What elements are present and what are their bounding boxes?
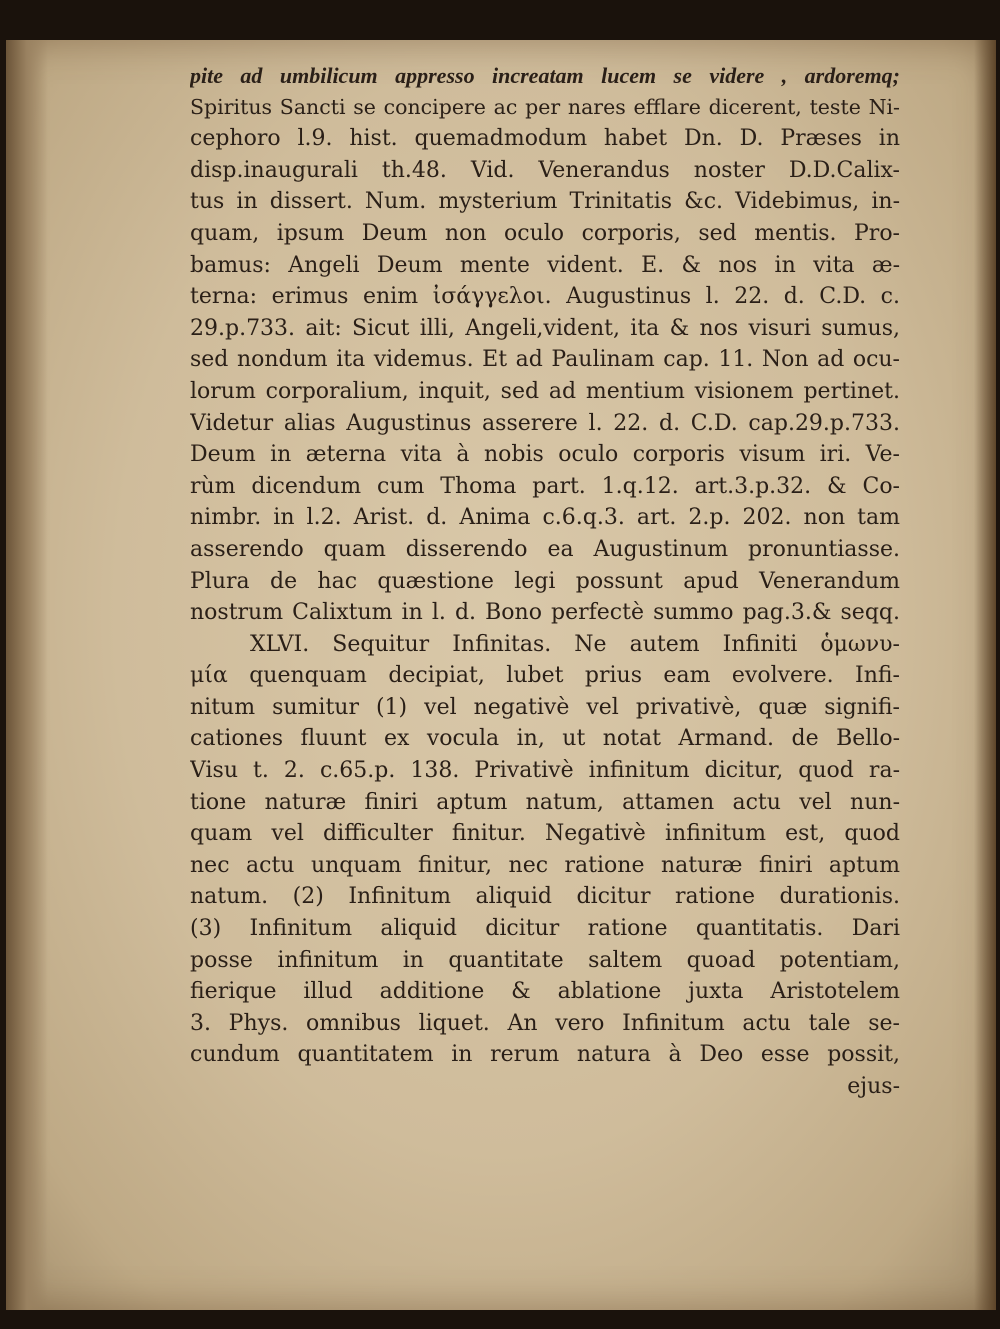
text-line: sed nondum ita videmus. Et ad Paulinam cap. 11. Non ad ocu- [190, 347, 900, 373]
page-edge-shadow [974, 40, 996, 1310]
text-line: 3. Phys. omnibus liquet. An vero Infinitum actu tale se- [190, 1010, 900, 1036]
text-line: quam vel difficulter finitur. Negativè infinitum est, quod [190, 821, 900, 847]
text-line: μία quenquam decipiat, lubet prius eam evolvere. Infi- [190, 663, 900, 689]
text-line: nostrum Calixtum in l. d. Bono perfectè summo pag.3.& seqq. [190, 600, 900, 626]
text-line: (3) Infinitum aliquid dicitur ratione quantitatis. Dari [190, 916, 900, 942]
text-line: lorum corporalium, inquit, sed ad mentium visionem pertinet. [190, 378, 900, 404]
text-line: cundum quantitatem in rerum natura à Deo esse possit, [190, 1042, 900, 1068]
text-line: asserendo quam disserendo ea Augustinum pronuntiasse. [190, 536, 900, 562]
text-line: 29.p.733. ait: Sicut illi, Angeli,vident, ita & nos visuri sumus, [190, 315, 900, 341]
text-line: cephoro l.9. hist. quemadmodum habet Dn. D. Præses in [190, 126, 900, 152]
text-line: Videtur alias Augustinus asserere l. 22. d. C.D. cap.29.p.733. [190, 410, 900, 436]
text-line: fierique illud additione & ablatione juxta Aristotelem [190, 979, 900, 1005]
text-line: quam, ipsum Deum non oculo corporis, sed mentis. Pro- [190, 220, 900, 246]
text-line: nec actu unquam finitur, nec ratione naturæ finiri aptum [190, 852, 900, 878]
text-line: cationes fluunt ex vocula in, ut notat Armand. de Bello- [190, 726, 900, 752]
text-line: posse infinitum in quantitate saltem quoad potentiam, [190, 947, 900, 973]
body-text [190, 60, 900, 1103]
text-line: natum. (2) Infinitum aliquid dicitur ratione durationis. [190, 884, 900, 910]
text-line: bamus: Angeli Deum mente vident. E. & nos in vita æ- [190, 252, 900, 278]
catchword: ejus- [847, 1074, 900, 1099]
text-line: Spiritus Sancti se concipere ac per nares efflare dicerent, teste Ni- [190, 94, 900, 119]
text-line: Visu t. 2. c.65.p. 138. Privativè infinitum dicitur, quod ra- [190, 758, 900, 784]
text-line: Plura de hac quæstione legi possunt apud Venerandum [190, 568, 900, 594]
text-line: tus in dissert. Num. mysterium Trinitatis &c. Videbimus, in- [190, 189, 900, 215]
page-gutter-shadow [6, 40, 48, 1310]
section-heading-line: XLVI. Sequitur Infinitas. Ne autem Infiniti ὁμωνυ- [250, 631, 900, 657]
text-line: nitum sumitur (1) vel negativè vel privativè, quæ signifi- [190, 694, 900, 720]
text-line: nimbr. in l.2. Arist. d. Anima c.6.q.3. art. 2.p. 202. non tam [190, 505, 900, 531]
text-line: disp.inaugurali th.48. Vid. Venerandus noster D.D.Calix- [190, 157, 900, 183]
text-line: pite ad umbilicum appresso increatam lucem se videre , ardoremq; [190, 63, 900, 88]
text-line: rùm dicendum cum Thoma part. 1.q.12. art.3.p.32. & Co- [190, 473, 900, 499]
text-line: Deum in æterna vita à nobis oculo corporis visum iri. Ve- [190, 442, 900, 468]
text-line: tione naturæ finiri aptum natum, attamen actu vel nun- [190, 789, 900, 815]
text-line: terna: erimus enim ἰσάγγελοι. Augustinus l. 22. d. C.D. c. [190, 284, 900, 310]
